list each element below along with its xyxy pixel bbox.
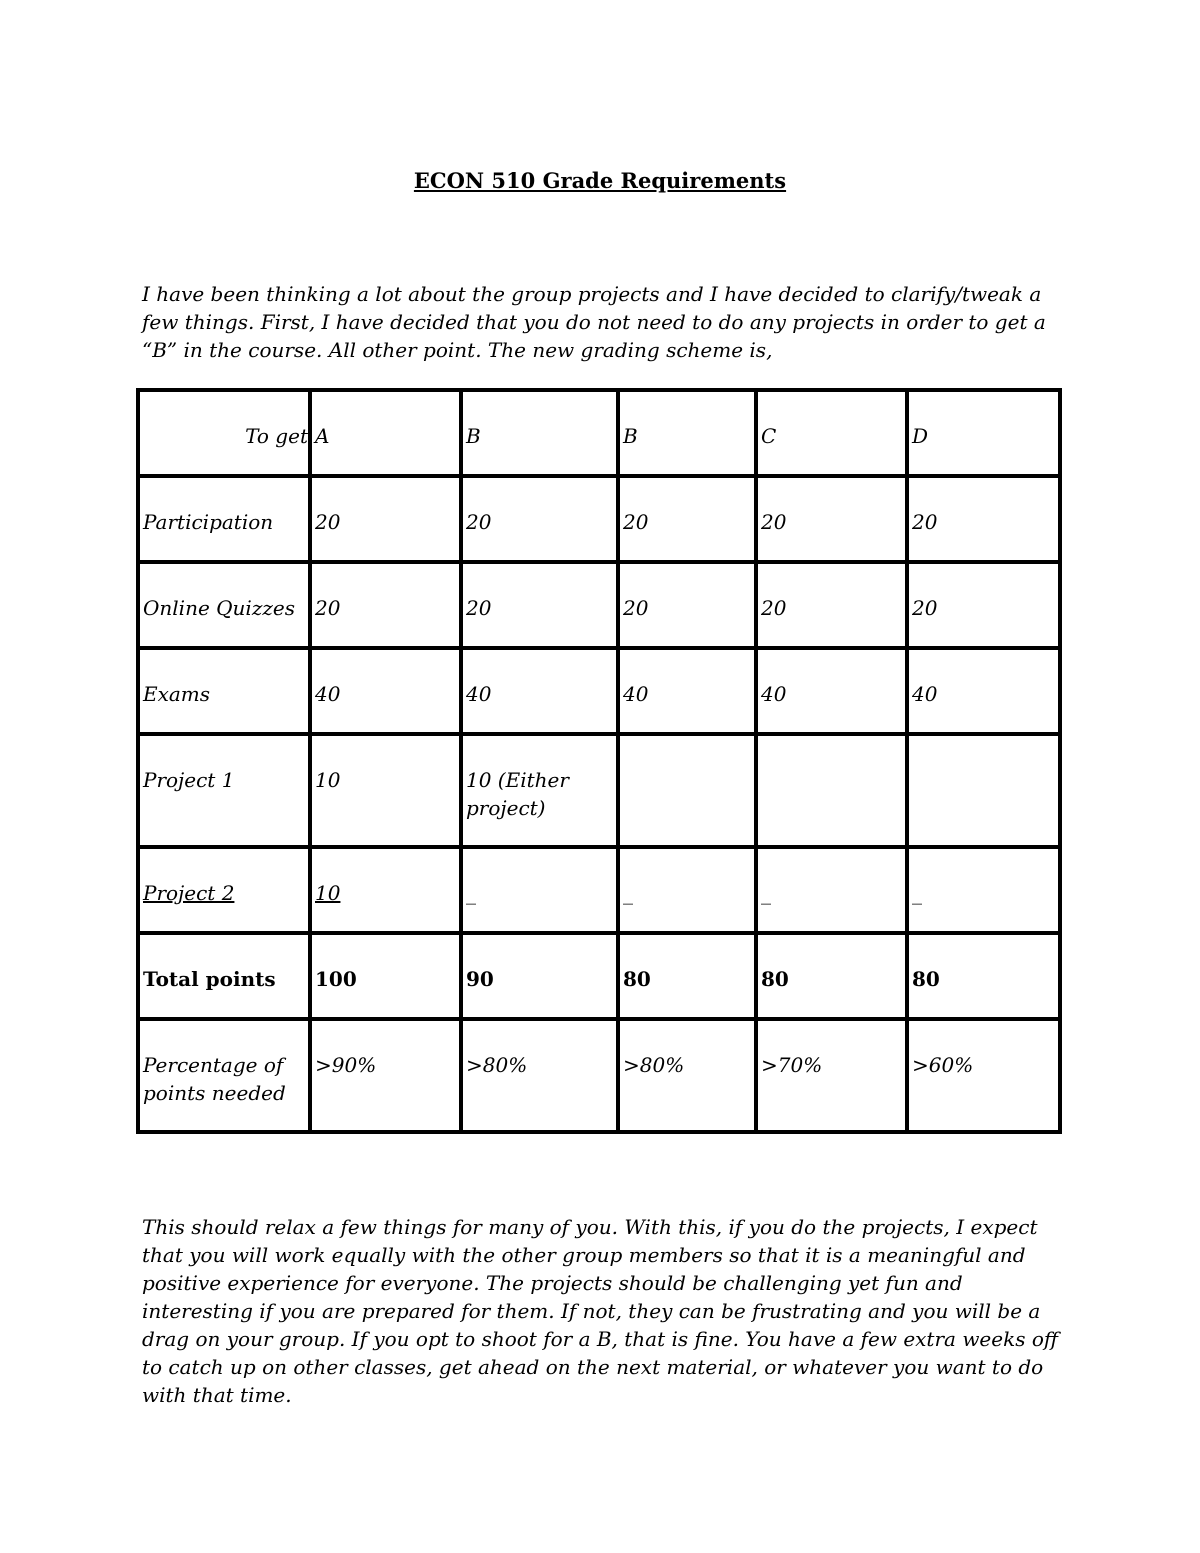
table-row (138, 648, 1060, 734)
table-row (138, 734, 1060, 847)
table-header-row (138, 390, 1060, 476)
header-cell: To get (138, 390, 310, 476)
table-row (138, 476, 1060, 562)
table-cell: 20 (310, 562, 461, 648)
table-cell: 20 (310, 476, 461, 562)
table-cell: 40 (310, 648, 461, 734)
table-cell: 80 (756, 933, 907, 1019)
table-cell: 100 (310, 933, 461, 1019)
row-label: Project 2 (138, 847, 310, 933)
table-cell: 40 (907, 648, 1060, 734)
row-label: Participation (138, 476, 310, 562)
row-label: Online Quizzes (138, 562, 310, 648)
table-cell: >80% (618, 1019, 756, 1132)
row-label: Percentage of points needed (138, 1019, 310, 1132)
row-label: Exams (138, 648, 310, 734)
table-cell: 80 (907, 933, 1060, 1019)
table-cell: 80 (618, 933, 756, 1019)
row-label: Total points (138, 933, 310, 1019)
table-cell: 10 (310, 734, 461, 847)
row-label: Project 1 (138, 734, 310, 847)
table-cell (756, 734, 907, 847)
header-cell: A (310, 390, 461, 476)
header-cell: D (907, 390, 1060, 476)
table-cell: >90% (310, 1019, 461, 1132)
table-cell: 20 (756, 562, 907, 648)
table-cell (907, 734, 1060, 847)
page-title: ECON 510 Grade Requirements (413, 168, 787, 193)
table-cell: 20 (907, 476, 1060, 562)
table-cell: 40 (618, 648, 756, 734)
table-cell: 20 (461, 562, 618, 648)
table-cell: 10 (310, 847, 461, 933)
table-cell: 40 (756, 648, 907, 734)
table-cell: >80% (461, 1019, 618, 1132)
table-row-total (138, 933, 1060, 1019)
table-cell: 20 (618, 476, 756, 562)
table-cell: _ (461, 847, 618, 933)
table-cell: 20 (907, 562, 1060, 648)
header-cell: B (461, 390, 618, 476)
table-row (138, 562, 1060, 648)
header-cell: C (756, 390, 907, 476)
table-cell: _ (618, 847, 756, 933)
table-cell: 20 (461, 476, 618, 562)
table-cell: >60% (907, 1019, 1060, 1132)
grade-table (136, 388, 1062, 1134)
table-row (138, 847, 1060, 933)
intro-paragraph: I have been thinking a lot about the group projects and I have decided to clarify/tweak a few things. First, I have decided that you do not need to do any projects in order to get a “B” in the course. All other point. The new grading scheme is, (142, 282, 1046, 362)
table-cell: 10 (Either project) (461, 734, 618, 847)
table-cell: 20 (618, 562, 756, 648)
table-cell: >70% (756, 1019, 907, 1132)
table-cell: _ (907, 847, 1060, 933)
header-cell: B (618, 390, 756, 476)
table-row (138, 1019, 1060, 1132)
table-cell (618, 734, 756, 847)
table-cell: 40 (461, 648, 618, 734)
closing-paragraph: This should relax a few things for many of you. With this, if you do the projects, I expect that you will work equally with the other group members so that it is a meaningful and positive experience for everyone. The projects should be challenging yet fun and interesting if you are prepared for them. If not, they can be frustrating and you will be a drag on your group. If you opt to shoot for a B, that is fine. You have a few extra weeks off to catch up on other classes, get ahead on the next material, or whatever you want to do with that time. (142, 1215, 1059, 1407)
table-cell: 20 (756, 476, 907, 562)
table-cell: _ (756, 847, 907, 933)
table-cell: 90 (461, 933, 618, 1019)
